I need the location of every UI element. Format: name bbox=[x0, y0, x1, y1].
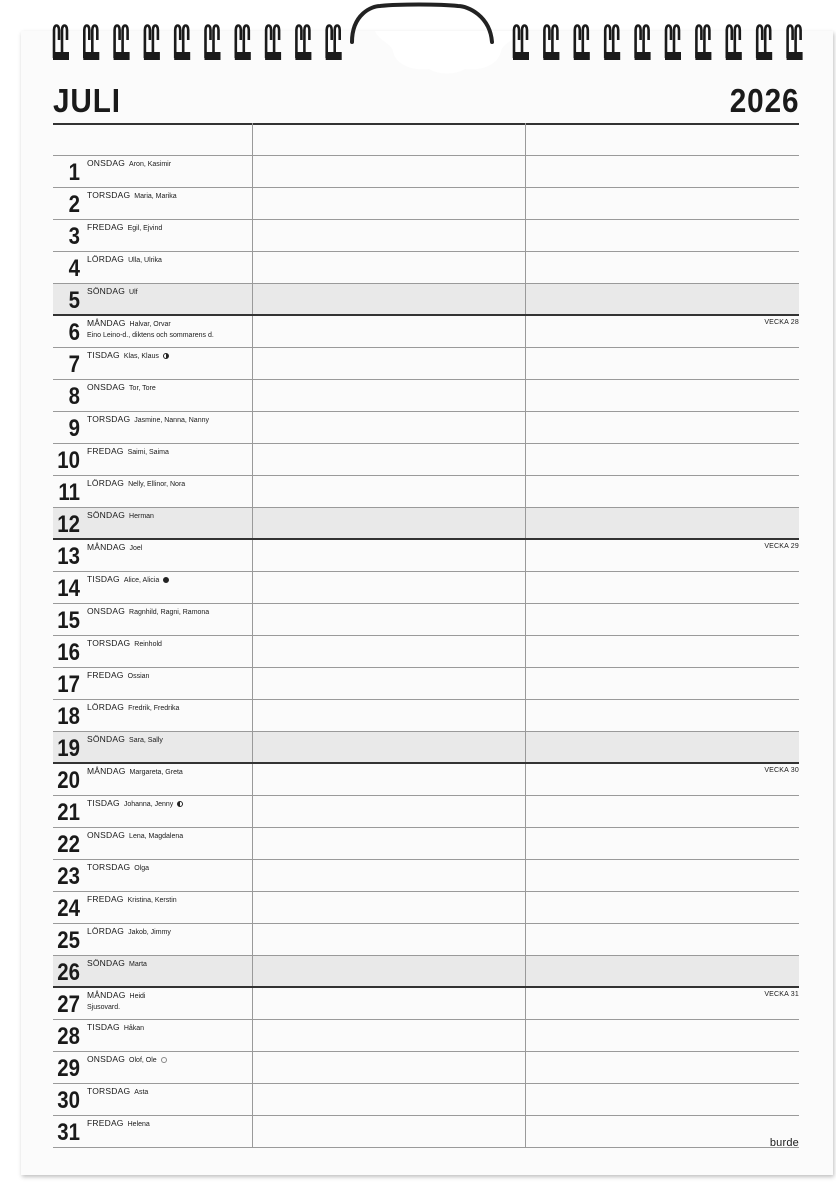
weekday-name: SÖNDAG bbox=[87, 958, 126, 968]
weekday-name: FREDAG bbox=[87, 670, 124, 680]
weekday-label bbox=[87, 222, 162, 232]
weekday-name: LÖRDAG bbox=[87, 254, 125, 264]
day-row[interactable] bbox=[53, 443, 799, 475]
day-row[interactable] bbox=[53, 763, 799, 795]
name-day: Ossian bbox=[127, 673, 150, 680]
weekday-name: FREDAG bbox=[87, 446, 124, 456]
day-number: 3 bbox=[68, 223, 80, 250]
spiral-ring-base bbox=[174, 52, 190, 60]
weekday-name: TORSDAG bbox=[87, 190, 131, 200]
name-day: Aron, Kasimir bbox=[129, 161, 172, 168]
day-row[interactable] bbox=[53, 667, 799, 699]
name-day: Helena bbox=[127, 1121, 150, 1128]
week-number: VECKA 30 bbox=[764, 767, 799, 774]
day-row[interactable] bbox=[53, 379, 799, 411]
name-day: Asta bbox=[134, 1089, 149, 1096]
weekday-label bbox=[87, 510, 154, 520]
weekday-label bbox=[87, 606, 209, 616]
day-number: 19 bbox=[57, 735, 80, 762]
spiral-ring-base bbox=[144, 52, 160, 60]
day-number: 23 bbox=[57, 863, 80, 890]
weekday-label bbox=[87, 350, 169, 360]
moon-phase-icon bbox=[163, 577, 169, 583]
day-number: 20 bbox=[57, 767, 80, 794]
name-day: Jakob, Jimmy bbox=[128, 929, 171, 936]
day-row[interactable] bbox=[53, 1115, 799, 1147]
name-day: Saimi, Saima bbox=[127, 449, 169, 456]
weekday-name: MÅNDAG bbox=[87, 766, 126, 776]
weekday-name: FREDAG bbox=[87, 1118, 124, 1128]
day-row[interactable] bbox=[53, 283, 799, 315]
weekday-label bbox=[87, 158, 171, 168]
name-day: Ragnhild, Ragni, Ramona bbox=[129, 609, 210, 616]
day-row[interactable] bbox=[53, 347, 799, 379]
day-row[interactable] bbox=[53, 603, 799, 635]
weekday-name: TORSDAG bbox=[87, 1086, 131, 1096]
weekday-label bbox=[87, 702, 179, 712]
day-number: 15 bbox=[57, 607, 80, 634]
name-day: Lena, Magdalena bbox=[129, 833, 184, 840]
weekday-name: ONSDAG bbox=[87, 606, 126, 616]
weekday-name: FREDAG bbox=[87, 894, 124, 904]
weekday-label bbox=[87, 414, 209, 424]
weekday-label bbox=[87, 254, 162, 264]
day-row[interactable] bbox=[53, 475, 799, 507]
weekday-name: ONSDAG bbox=[87, 830, 126, 840]
spiral-ring-base bbox=[53, 52, 69, 60]
spiral-ring-base bbox=[513, 52, 529, 60]
top-rule bbox=[53, 123, 799, 125]
day-row[interactable] bbox=[53, 411, 799, 443]
day-number: 24 bbox=[57, 895, 80, 922]
day-number: 12 bbox=[57, 511, 80, 538]
week-number: VECKA 29 bbox=[764, 543, 799, 550]
weekday-label bbox=[87, 830, 183, 840]
weekday-name: ONSDAG bbox=[87, 382, 126, 392]
month-title: JULI bbox=[53, 82, 121, 119]
weekday-label bbox=[87, 574, 169, 584]
weekday-name: LÖRDAG bbox=[87, 702, 125, 712]
spiral-ring-base bbox=[235, 52, 251, 60]
spiral-ring-base bbox=[265, 52, 281, 60]
weekday-name: LÖRDAG bbox=[87, 926, 125, 936]
year-title: 2026 bbox=[729, 82, 799, 119]
weekday-label bbox=[87, 926, 171, 936]
spiral-ring-base bbox=[205, 52, 221, 60]
spiral-binding bbox=[0, 0, 836, 70]
spiral-ring-base bbox=[543, 52, 559, 60]
spiral-ring-base bbox=[326, 52, 342, 60]
day-row[interactable] bbox=[53, 955, 799, 987]
day-number: 30 bbox=[57, 1087, 80, 1114]
weekday-name: MÅNDAG bbox=[87, 990, 126, 1000]
name-day: Halvar, Orvar bbox=[129, 321, 171, 328]
weekday-name: LÖRDAG bbox=[87, 478, 125, 488]
name-day: Kristina, Kerstin bbox=[127, 897, 177, 904]
name-day: Olof, Ole bbox=[129, 1057, 157, 1064]
spiral-ring-base bbox=[604, 52, 620, 60]
day-row[interactable] bbox=[53, 635, 799, 667]
weekday-name: ONSDAG bbox=[87, 1054, 126, 1064]
name-day: Sara, Sally bbox=[129, 737, 163, 744]
weekday-label bbox=[87, 542, 142, 552]
weekday-label bbox=[87, 670, 149, 680]
day-number: 26 bbox=[57, 959, 80, 986]
day-row[interactable] bbox=[53, 859, 799, 891]
weekday-label bbox=[87, 1022, 144, 1032]
name-day: Heidi bbox=[129, 993, 146, 1000]
name-day: Joel bbox=[129, 545, 143, 552]
name-day: Herman bbox=[129, 513, 154, 520]
day-number: 28 bbox=[57, 1023, 80, 1050]
weekday-label bbox=[87, 766, 183, 776]
weekday-label bbox=[87, 958, 147, 968]
weekday-label bbox=[87, 382, 156, 392]
day-number: 1 bbox=[68, 159, 80, 186]
name-day: Alice, Alicia bbox=[123, 577, 160, 584]
name-day: Maria, Marika bbox=[134, 193, 177, 200]
day-row[interactable] bbox=[53, 315, 799, 347]
day-row[interactable] bbox=[53, 795, 799, 827]
spiral-ring-base bbox=[726, 52, 742, 60]
week-number: VECKA 28 bbox=[764, 319, 799, 326]
weekday-label bbox=[87, 1086, 148, 1096]
weekday-label bbox=[87, 1054, 167, 1064]
name-day: Ulla, Ulrika bbox=[128, 257, 162, 264]
day-note: Sjusovard. bbox=[87, 1004, 121, 1011]
day-row[interactable] bbox=[53, 891, 799, 923]
weekday-label bbox=[87, 446, 169, 456]
day-number: 25 bbox=[57, 927, 80, 954]
weekday-label bbox=[87, 734, 163, 744]
day-number: 18 bbox=[57, 703, 80, 730]
week-number: VECKA 31 bbox=[764, 991, 799, 998]
day-note: Eino Leino-d., diktens och sommarens d. bbox=[87, 332, 214, 339]
weekday-label bbox=[87, 894, 177, 904]
day-number: 29 bbox=[57, 1055, 80, 1082]
day-row[interactable] bbox=[53, 155, 799, 187]
name-day: Olga bbox=[134, 865, 150, 872]
day-row[interactable] bbox=[53, 571, 799, 603]
weekday-name: TORSDAG bbox=[87, 638, 131, 648]
day-number: 6 bbox=[68, 319, 80, 346]
day-number: 8 bbox=[68, 383, 80, 410]
day-row[interactable] bbox=[53, 1051, 799, 1083]
weekday-name: MÅNDAG bbox=[87, 542, 126, 552]
name-day: Fredrik, Fredrika bbox=[128, 705, 180, 712]
name-day: Tor, Tore bbox=[129, 385, 156, 392]
day-number: 27 bbox=[57, 991, 80, 1018]
weekday-name: TISDAG bbox=[87, 1022, 120, 1032]
day-row[interactable] bbox=[53, 539, 799, 571]
spiral-ring-base bbox=[574, 52, 590, 60]
spiral-ring-base bbox=[695, 52, 711, 60]
day-row[interactable] bbox=[53, 1019, 799, 1051]
brand-logo: burde bbox=[769, 1137, 799, 1149]
day-number: 5 bbox=[68, 287, 80, 314]
day-row[interactable] bbox=[53, 731, 799, 763]
weekday-label bbox=[87, 798, 183, 808]
weekday-name: ONSDAG bbox=[87, 158, 126, 168]
day-number: 31 bbox=[57, 1119, 80, 1146]
day-number: 10 bbox=[57, 447, 80, 474]
day-number: 9 bbox=[68, 415, 80, 442]
weekday-label bbox=[87, 1118, 150, 1128]
name-day: Reinhold bbox=[134, 641, 162, 648]
spiral-ring-base bbox=[635, 52, 651, 60]
weekday-label bbox=[87, 286, 138, 296]
day-number: 11 bbox=[58, 479, 80, 506]
day-number: 14 bbox=[57, 575, 80, 602]
spiral-ring-base bbox=[83, 52, 99, 60]
name-day: Ulf bbox=[129, 289, 138, 296]
day-number: 7 bbox=[68, 351, 80, 378]
spiral-ring-base bbox=[295, 52, 311, 60]
weekday-name: TISDAG bbox=[87, 350, 120, 360]
moon-phase-icon bbox=[163, 353, 169, 359]
day-row[interactable] bbox=[53, 923, 799, 955]
name-day: Jasmine, Nanna, Nanny bbox=[134, 417, 209, 424]
day-row[interactable] bbox=[53, 507, 799, 539]
weekday-name: TISDAG bbox=[87, 798, 120, 808]
day-number: 17 bbox=[57, 671, 80, 698]
day-row[interactable] bbox=[53, 187, 799, 219]
day-row[interactable] bbox=[53, 987, 799, 1019]
name-day: Johanna, Jenny bbox=[123, 801, 174, 808]
name-day: Klas, Klaus bbox=[123, 353, 159, 360]
weekday-name: SÖNDAG bbox=[87, 510, 126, 520]
day-row[interactable] bbox=[53, 219, 799, 251]
day-grid bbox=[53, 123, 799, 1148]
day-row[interactable] bbox=[53, 251, 799, 283]
day-number: 16 bbox=[57, 639, 80, 666]
row-rule bbox=[53, 1147, 799, 1148]
weekday-name: TORSDAG bbox=[87, 862, 131, 872]
weekday-name: SÖNDAG bbox=[87, 734, 126, 744]
spiral-ring-base bbox=[114, 52, 130, 60]
spiral-ring-base bbox=[787, 52, 803, 60]
weekday-name: TORSDAG bbox=[87, 414, 131, 424]
name-day: Nelly, Ellinor, Nora bbox=[128, 481, 186, 488]
spiral-ring-base bbox=[756, 52, 772, 60]
name-day: Håkan bbox=[123, 1025, 145, 1032]
day-row[interactable] bbox=[53, 827, 799, 859]
weekday-name: TISDAG bbox=[87, 574, 120, 584]
weekday-label bbox=[87, 862, 149, 872]
day-row[interactable] bbox=[53, 1083, 799, 1115]
day-number: 22 bbox=[57, 831, 80, 858]
weekday-label bbox=[87, 190, 177, 200]
weekday-label bbox=[87, 478, 185, 488]
day-number: 21 bbox=[57, 799, 80, 826]
day-row[interactable] bbox=[53, 699, 799, 731]
weekday-name: SÖNDAG bbox=[87, 286, 126, 296]
name-day: Marta bbox=[129, 961, 147, 968]
day-number: 4 bbox=[68, 255, 80, 282]
weekday-label bbox=[87, 990, 145, 1000]
weekday-name: FREDAG bbox=[87, 222, 124, 232]
weekday-label bbox=[87, 318, 171, 328]
moon-phase-icon bbox=[177, 801, 183, 807]
moon-phase-icon bbox=[161, 1057, 167, 1063]
name-day: Margareta, Greta bbox=[129, 769, 183, 776]
name-day: Egil, Ejvind bbox=[127, 225, 163, 232]
weekday-label bbox=[87, 638, 162, 648]
hanger-hook bbox=[352, 5, 492, 43]
spiral-ring-base bbox=[665, 52, 681, 60]
weekday-name: MÅNDAG bbox=[87, 318, 126, 328]
day-number: 13 bbox=[57, 543, 80, 570]
day-number: 2 bbox=[68, 191, 80, 218]
